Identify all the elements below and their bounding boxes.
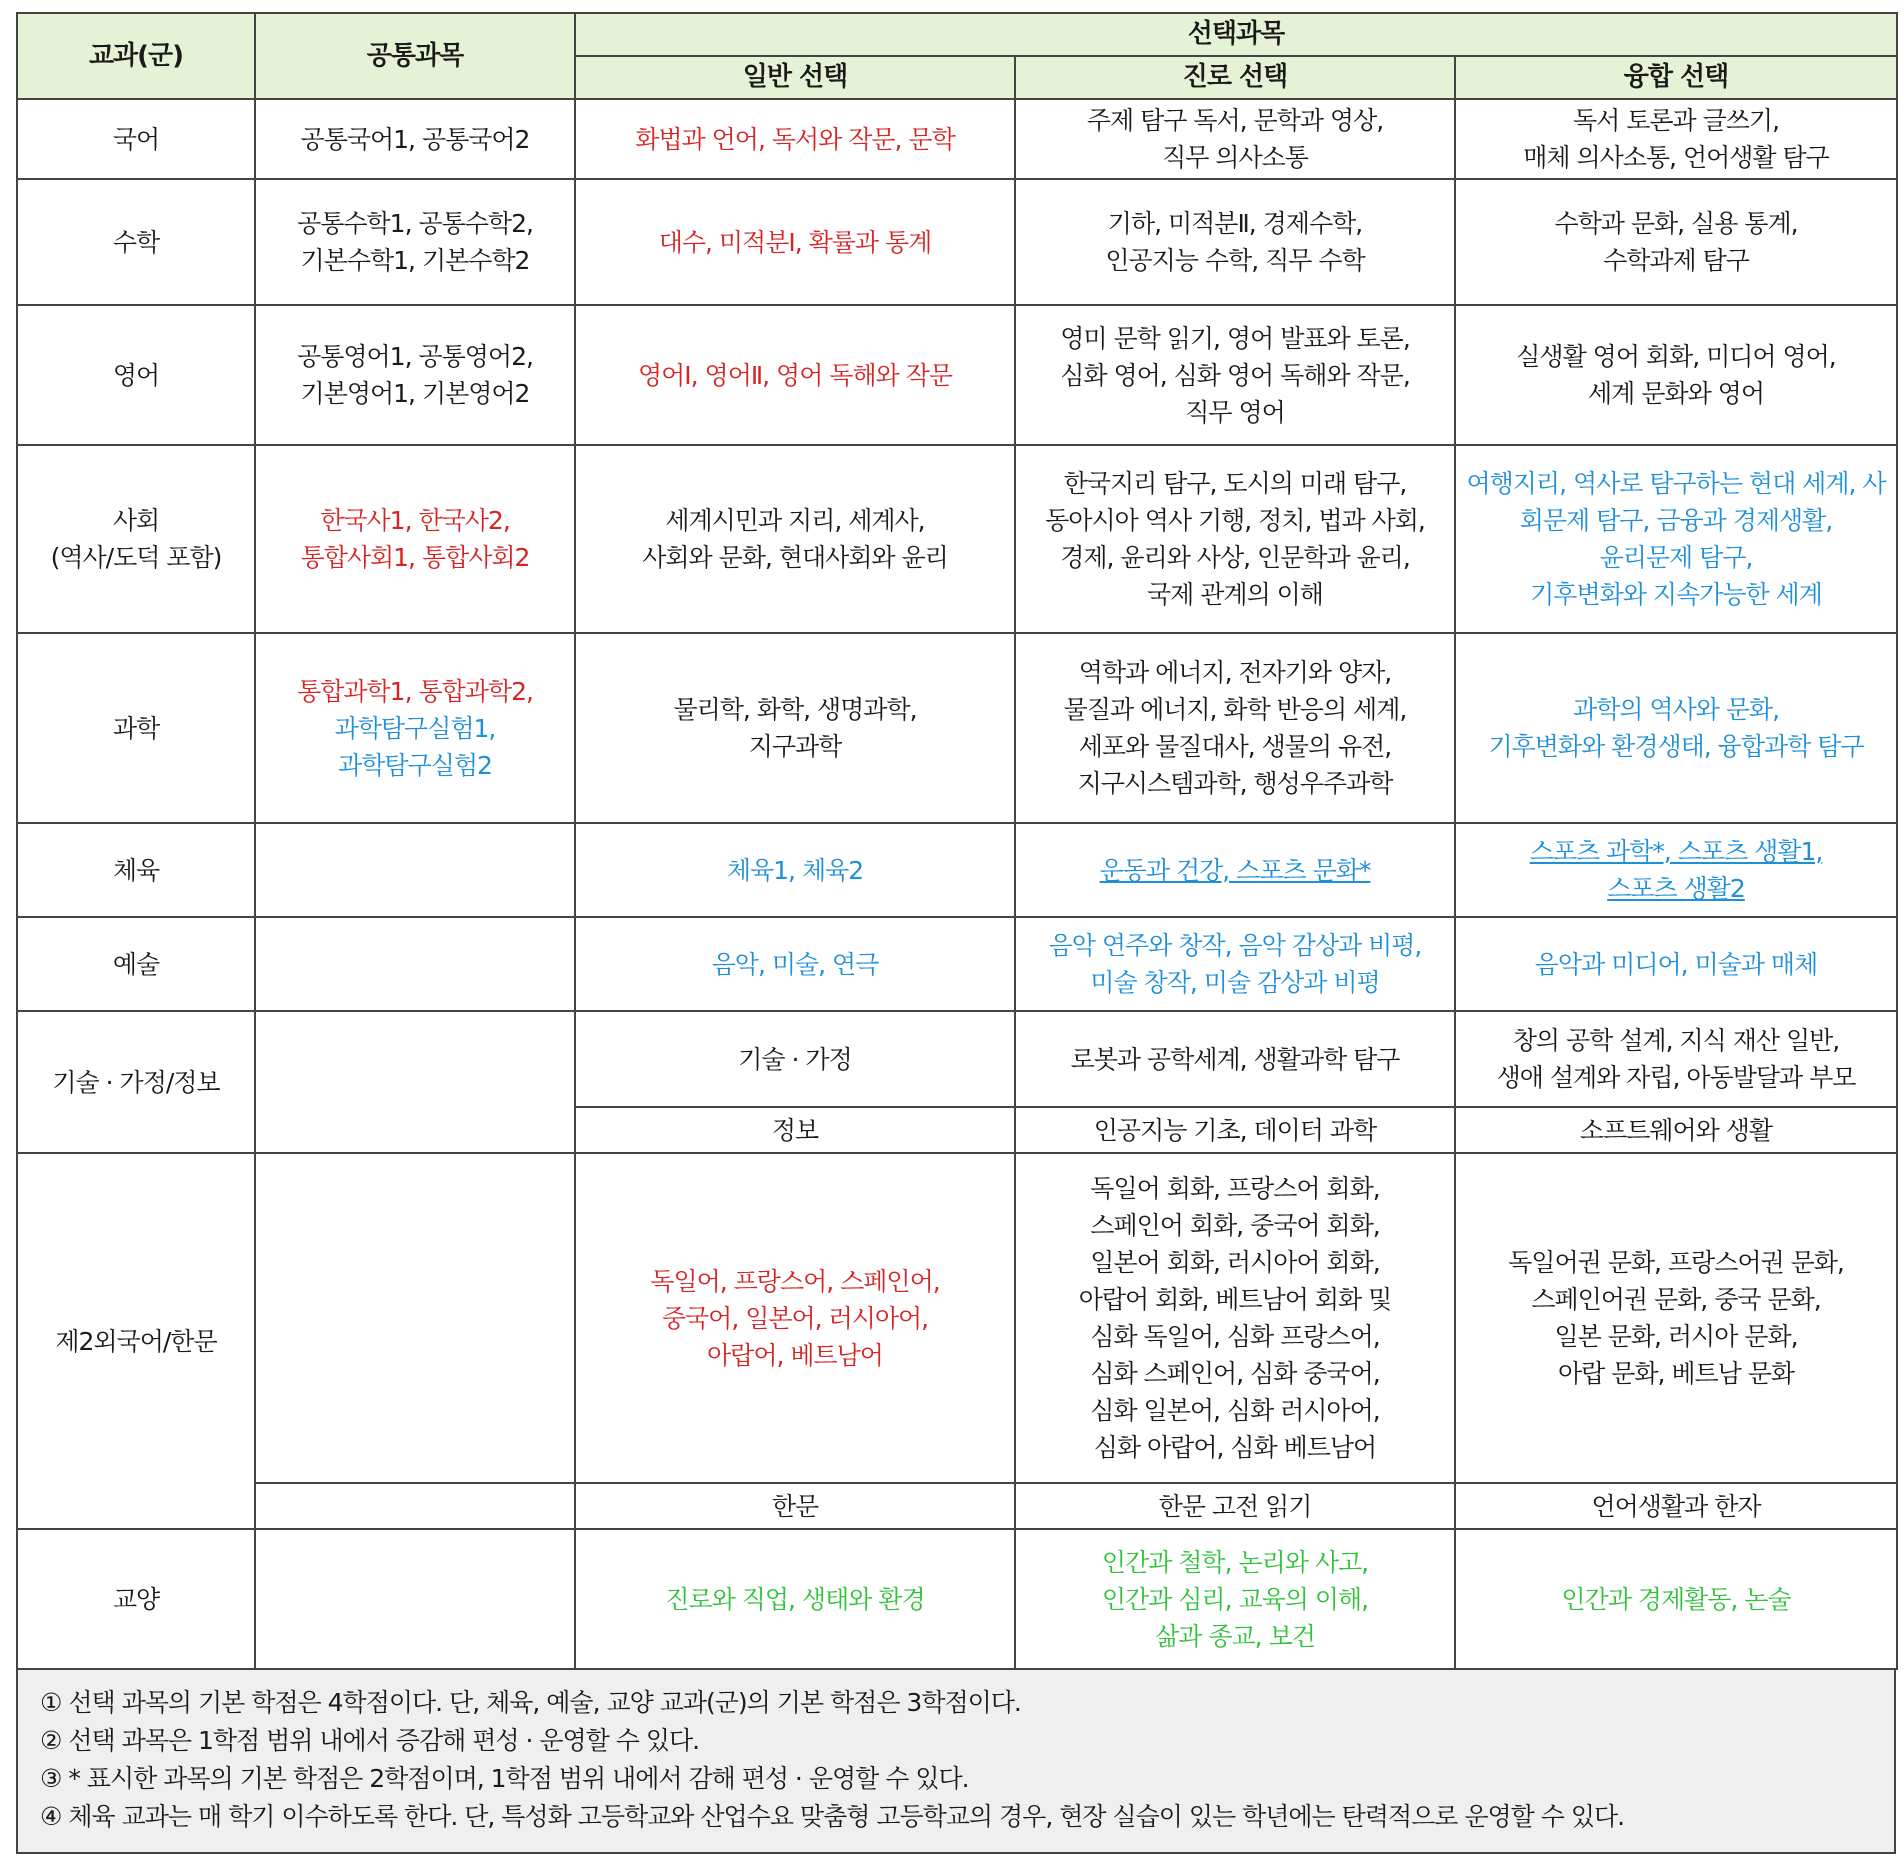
general-social: 세계시민과 지리, 세계사, 사회와 문화, 현대사회와 윤리 [575, 445, 1015, 633]
career-pe: 운동과 건강, 스포츠 문화* [1015, 823, 1455, 917]
common-social: 한국사1, 한국사2, 통합사회1, 통합사회2 [255, 445, 575, 633]
convergence-math: 수학과 문화, 실용 통계, 수학과제 탐구 [1455, 179, 1897, 305]
convergence-pe: 스포츠 과학*, 스포츠 생활1, 스포츠 생활2 [1455, 823, 1897, 917]
note-1: ① 선택 과목의 기본 학점은 4학점이다. 단, 체육, 예술, 교양 교과(군)의 기본 학점은 3학점이다. [40, 1688, 1021, 1717]
common-pe [255, 823, 575, 917]
table-row [17, 1011, 1897, 1107]
career-liberal: 인간과 철학, 논리와 사고, 인간과 심리, 교육의 이해, 삶과 종교, 보건 [1015, 1529, 1455, 1669]
general-korean: 화법과 언어, 독서와 작문, 문학 [575, 99, 1015, 179]
subject-tech: 기술 · 가정/정보 [17, 1011, 255, 1153]
general-info: 정보 [575, 1107, 1015, 1153]
header-career: 진로 선택 [1015, 56, 1455, 99]
subject-arts: 예술 [17, 917, 255, 1011]
career-hanmun: 한문 고전 읽기 [1015, 1483, 1455, 1529]
convergence-social: 여행지리, 역사로 탐구하는 현대 세계, 사 회문제 탐구, 금융과 경제생활, 윤리문제 탐구, 기후변화와 지속가능한 세계 [1455, 445, 1897, 633]
table-row [17, 445, 1897, 633]
common-arts [255, 917, 575, 1011]
subject-foreign: 제2외국어/한문 [17, 1153, 255, 1529]
convergence-foreign: 독일어권 문화, 프랑스어권 문화, 스페인어권 문화, 중국 문화, 일본 문화, 러시아 문화, 아랍 문화, 베트남 문화 [1455, 1153, 1897, 1483]
common-english: 공통영어1, 공통영어2, 기본영어1, 기본영어2 [255, 305, 575, 445]
notes-box [16, 1670, 1896, 1854]
table-row [17, 823, 1897, 917]
table-row [17, 99, 1897, 179]
general-science: 물리학, 화학, 생명과학, 지구과학 [575, 633, 1015, 823]
table-row [17, 1153, 1897, 1483]
curriculum-table [16, 12, 1898, 1670]
general-arts: 음악, 미술, 연극 [575, 917, 1015, 1011]
header-elective: 선택과목 [575, 13, 1897, 56]
career-tech-home: 로봇과 공학세계, 생활과학 탐구 [1015, 1011, 1455, 1107]
convergence-korean: 독서 토론과 글쓰기, 매체 의사소통, 언어생활 탐구 [1455, 99, 1897, 179]
note-2: ② 선택 과목은 1학점 범위 내에서 증감해 편성 · 운영할 수 있다. [40, 1726, 700, 1755]
convergence-info: 소프트웨어와 생활 [1455, 1107, 1897, 1153]
table-row [17, 1483, 1897, 1529]
career-korean: 주제 탐구 독서, 문학과 영상, 직무 의사소통 [1015, 99, 1455, 179]
table-row [17, 633, 1897, 823]
convergence-hanmun: 언어생활과 한자 [1455, 1483, 1897, 1529]
convergence-tech-home: 창의 공학 설계, 지식 재산 일반, 생애 설계와 자립, 아동발달과 부모 [1455, 1011, 1897, 1107]
common-foreign [255, 1153, 575, 1483]
career-social: 한국지리 탐구, 도시의 미래 탐구, 동아시아 역사 기행, 정치, 법과 사회, 경제, 윤리와 사상, 인문학과 윤리, 국제 관계의 이해 [1015, 445, 1455, 633]
header-common: 공통과목 [255, 13, 575, 99]
subject-liberal: 교양 [17, 1529, 255, 1669]
subject-science: 과학 [17, 633, 255, 823]
convergence-arts: 음악과 미디어, 미술과 매체 [1455, 917, 1897, 1011]
convergence-science: 과학의 역사와 문화, 기후변화와 환경생태, 융합과학 탐구 [1455, 633, 1897, 823]
table-row [17, 1529, 1897, 1669]
convergence-liberal: 인간과 경제활동, 논술 [1455, 1529, 1897, 1669]
subject-pe: 체육 [17, 823, 255, 917]
common-math: 공통수학1, 공통수학2, 기본수학1, 기본수학2 [255, 179, 575, 305]
convergence-english: 실생활 영어 회화, 미디어 영어, 세계 문화와 영어 [1455, 305, 1897, 445]
career-arts: 음악 연주와 창작, 음악 감상과 비평, 미술 창작, 미술 감상과 비평 [1015, 917, 1455, 1011]
career-info: 인공지능 기초, 데이터 과학 [1015, 1107, 1455, 1153]
general-pe: 체육1, 체육2 [575, 823, 1015, 917]
header-convergence: 융합 선택 [1455, 56, 1897, 99]
note-3: ③ * 표시한 과목의 기본 학점은 2학점이며, 1학점 범위 내에서 감해 편성 · 운영할 수 있다. [40, 1764, 969, 1793]
header-subject-group: 교과(군) [17, 13, 255, 99]
note-4: ④ 체육 교과는 매 학기 이수하도록 한다. 단, 특성화 고등학교와 산업수요 맞춤형 고등학교의 경우, 현장 실습이 있는 학년에는 탄력적으로 운영할 수 있다. [40, 1802, 1625, 1831]
general-tech-home: 기술 · 가정 [575, 1011, 1015, 1107]
common-liberal [255, 1529, 575, 1669]
general-foreign: 독일어, 프랑스어, 스페인어, 중국어, 일본어, 러시아어, 아랍어, 베트남어 [575, 1153, 1015, 1483]
subject-social: 사회 (역사/도덕 포함) [17, 445, 255, 633]
common-hanmun [255, 1483, 575, 1529]
general-english: 영어Ⅰ, 영어Ⅱ, 영어 독해와 작문 [575, 305, 1015, 445]
subject-english: 영어 [17, 305, 255, 445]
common-tech [255, 1011, 575, 1153]
subject-korean: 국어 [17, 99, 255, 179]
header-general: 일반 선택 [575, 56, 1015, 99]
career-english: 영미 문학 읽기, 영어 발표와 토론, 심화 영어, 심화 영어 독해와 작문, 직무 영어 [1015, 305, 1455, 445]
career-math: 기하, 미적분Ⅱ, 경제수학, 인공지능 수학, 직무 수학 [1015, 179, 1455, 305]
general-hanmun: 한문 [575, 1483, 1015, 1529]
career-foreign: 독일어 회화, 프랑스어 회화, 스페인어 회화, 중국어 회화, 일본어 회화, 러시아어 회화, 아랍어 회화, 베트남어 회화 및 심화 독일어, 심화 프랑스어, 심화 스페인어, 심화 중국어, 심화 일본어, 심화 러시아어, 심화 아랍어, 심화 베트남어 [1015, 1153, 1455, 1483]
general-math: 대수, 미적분Ⅰ, 확률과 통계 [575, 179, 1015, 305]
career-science: 역학과 에너지, 전자기와 양자, 물질과 에너지, 화학 반응의 세계, 세포와 물질대사, 생물의 유전, 지구시스템과학, 행성우주과학 [1015, 633, 1455, 823]
table-row [17, 917, 1897, 1011]
general-liberal: 진로와 직업, 생태와 환경 [575, 1529, 1015, 1669]
table-row [17, 305, 1897, 445]
common-korean: 공통국어1, 공통국어2 [255, 99, 575, 179]
table-row [17, 179, 1897, 305]
subject-math: 수학 [17, 179, 255, 305]
common-science: 통합과학1, 통합과학2, 과학탐구실험1, 과학탐구실험2 [255, 633, 575, 823]
curriculum-document [16, 12, 1896, 1854]
